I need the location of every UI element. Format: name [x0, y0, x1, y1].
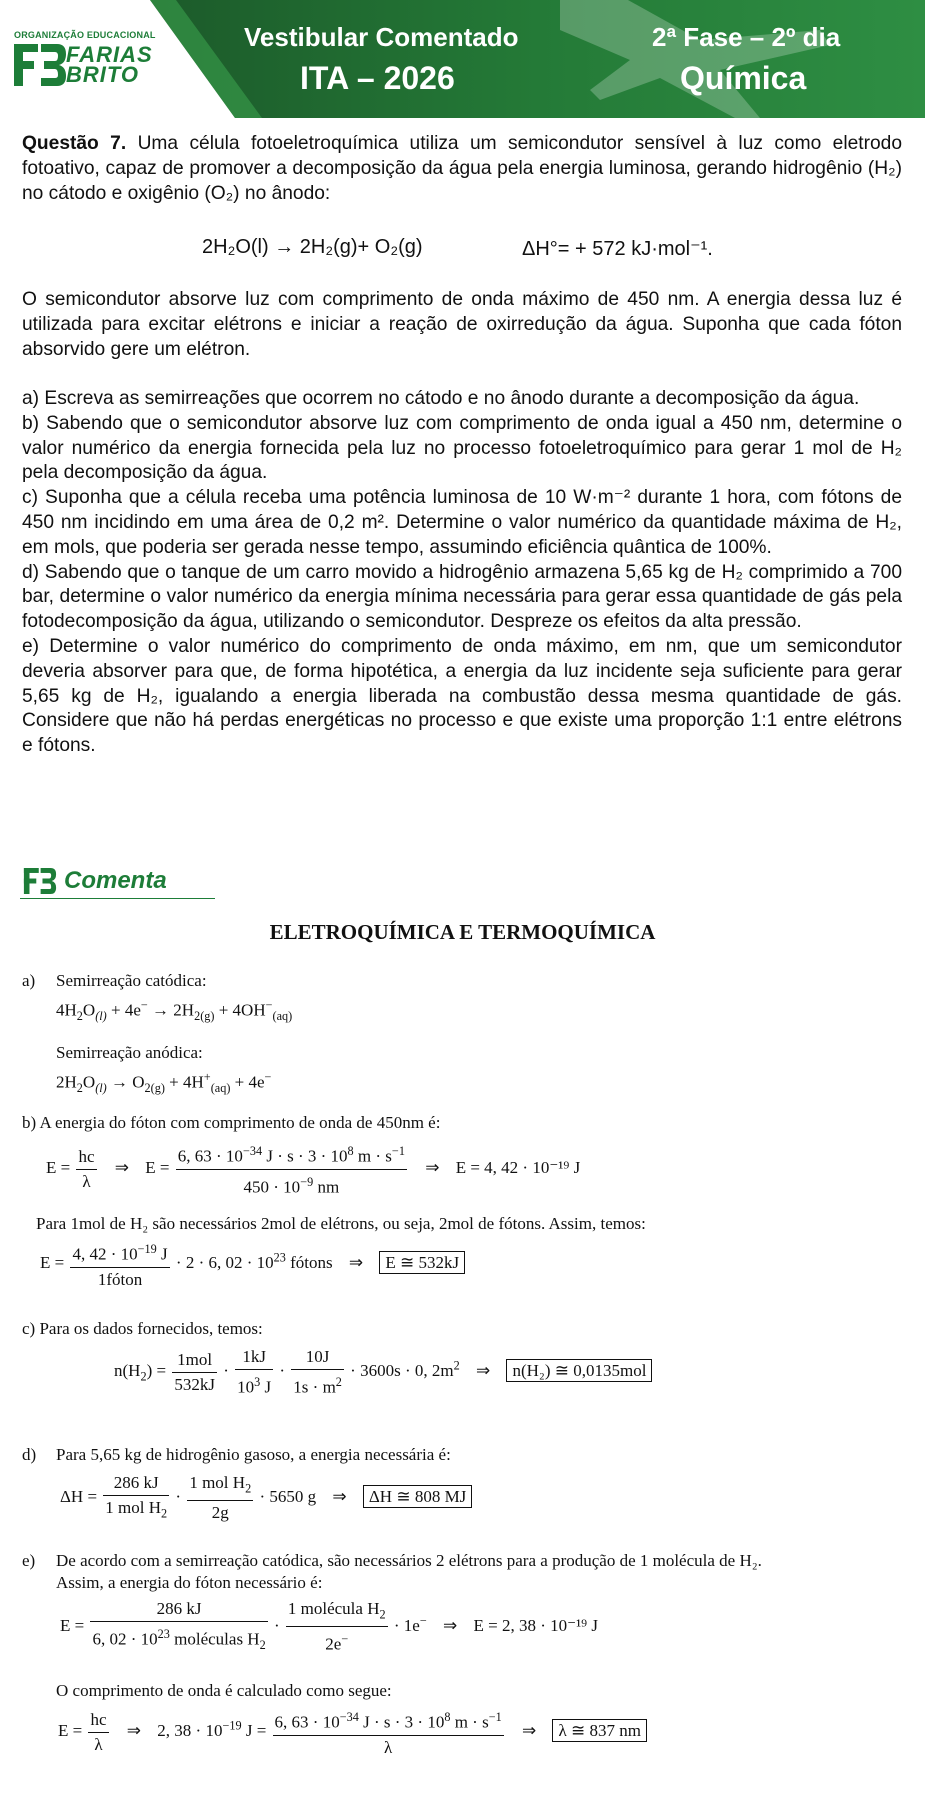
comenta-label: Comenta [64, 867, 167, 894]
header-phase: 2ª Fase – 2º dia [652, 22, 841, 52]
header-exam: ITA – 2026 [300, 60, 455, 96]
question-item-d: d) Sabendo que o tanque de um carro movido a hidrogênio armazena 5,65 kg de H₂ comprimido a 700 bar, determine o valor numérico da energia mínima necessária para gerar essa quantidade de gás pela fotodecomposição da água, utilizando o semicondutor. Despreze os efeitos da alta pressão. [22, 561, 902, 633]
brand-line2: BRITO [66, 62, 140, 87]
sol-b-eq2: E = $\frac{4, 42 \cdot 10^{-19} J}{\text{1fóton}}$ · 2 · 6, $02 \cdot 10^{23}$ fótons ⇒ E ≅ 532kJ [40, 1238, 465, 1291]
page-header [0, 0, 925, 118]
sol-b-eq1: E = $\frac{hc}{\lambda}$ ⇒ E = $\frac{6, 63 \cdot 10^{-34} J \cdot s \cdot 3 \cdot 10^8 m \cdot s^{-1}}{450 \cdot 10^{-9} nm}$ ⇒ E = 4, 42 · 10⁻¹⁹ J [46, 1140, 580, 1198]
sol-b-text: b) A energia do fóton com comprimento de onda de 450nm é: [22, 1113, 441, 1132]
question-item-b: b) Sabendo que o semicondutor absorve luz com comprimento de onda igual a 450 nm, determine o valor numérico da energia fornecida pela luz no processo fotoeletroquímico para gerar 1 mol de H₂ pela decomposição da água. [22, 412, 902, 484]
sol-e-eq2: E = $\frac{hc}{\lambda}$ ⇒ 2, $38 \cdot 10^{-19}$ J = $\frac{6, 63 \cdot 10^{-34} J \cdot s \cdot 3 \cdot 10^8 m \cdot s^{-1}}{\lambda}$ ⇒ λ ≅ 837 nm [58, 1706, 647, 1759]
comenta-banner [20, 866, 215, 899]
sol-e-text2: Assim, a energia do fóton necessário é: [56, 1573, 323, 1592]
sol-e-result: E = 2, 38 · 10⁻¹⁹ J [473, 1615, 598, 1635]
sol-b-result: E = 4, 42 · 10⁻¹⁹ J [455, 1158, 581, 1178]
question-para2-text: O semicondutor absorve luz com comprimento de onda máximo de 450 nm. A energia dessa luz é utilizada para excitar elétrons e iniciar a reação de oxirredução da água. Suponha que cada fóton absorvido gere um elétron. [22, 289, 902, 360]
question-intro-text: Uma célula fotoeletroquímica utiliza um semicondutor sensível à luz como eletrodo fotoativo, capaz de promover a decomposição da água pela energia luminosa, gerando hidrogênio (H₂) no cátodo e oxigênio (O₂) no ânodo: [22, 133, 902, 204]
reaction-equation: 2H₂O(l) → 2H₂(g)+ O₂(g) [202, 236, 423, 258]
sol-c-box: n(H₂) ≅ 0,0135mol [506, 1359, 652, 1382]
sol-b-text2: Para 1mol de H₂ são necessários 2mol de elétrons, ou seja, 2mol de fótons. Assim, temos: [36, 1214, 646, 1233]
org-label: ORGANIZAÇÃO EDUCACIONAL [14, 30, 156, 40]
question-items [22, 387, 902, 759]
question-label: Questão 7. [22, 133, 127, 154]
sol-e-text3: O comprimento de onda é calculado como segue: [56, 1681, 392, 1700]
sol-e-text1: De acordo com a semirreação catódica, são necessários 2 elétrons para a produção de 1 molécula de H₂. [56, 1551, 762, 1570]
sol-a-cat-eq: $4H_2O_{(l)} + 4e^- \to 2H_{2(g)} + 4OH^-_{(aq)}$ [56, 998, 293, 1024]
sol-c-eq: $n(H_2)$ = $\frac{\text{1mol}}{532kJ}$ · $\frac{1kJ}{10^3 J}$ · $\frac{10J}{1s \cdot m^2}$ · 3600s · 0, $2m^2$ ⇒ n(H₂) ≅ 0,0135mol [114, 1346, 652, 1399]
fb-small-logo-icon [20, 868, 60, 894]
sol-a-ano-eq: $2H_2O_{(l)} \to O_{2(g)} + 4H^+_{(aq)} + 4e^-$ [56, 1070, 272, 1096]
sol-e-box: λ ≅ 837 nm [552, 1719, 646, 1742]
sol-d-eq: ΔH = $\frac{286 kJ}{1 mol H_2}$ · $\frac{1 mol H_2}{2g}$ · 5650 g ⇒ ΔH ≅ 808 MJ [60, 1472, 472, 1524]
sol-c-text: c) Para os dados fornecidos, temos: [22, 1319, 263, 1338]
header-subject: Química [680, 60, 807, 96]
sol-a-cat-title: Semirreação catódica: [56, 971, 207, 990]
question-paragraph-2 [22, 288, 902, 362]
sol-b-box: E ≅ 532kJ [379, 1251, 465, 1274]
reaction-enthalpy: ΔH°= + 572 kJ·mol⁻¹. [522, 238, 713, 260]
sol-a-ano-title: Semirreação anódica: [56, 1043, 203, 1062]
sol-e-label: e) [22, 1551, 36, 1570]
question-item-c: c) Suponha que a célula receba uma potência luminosa de 10 W·m⁻² durante 1 hora, com fótons de 450 nm incidindo em uma área de 0,2 m². Determine o valor numérico da quantidade máxima de H₂, em mols, que poderia ser gerada nesse tempo, assumindo eficiência quântica de 100%. [22, 487, 902, 558]
sol-d-text: Para 5,65 kg de hidrogênio gasoso, a energia necessária é: [56, 1445, 451, 1464]
question-item-e: e) Determine o valor numérico do comprimento de onda máximo, em nm, que um semicondutor deveria absorver para que, de forma hipotética, a energia da luz incidente seja suficiente para gerar 5,65 kg de H₂, igualando a energia liberada na combustão dessa mesma quantidade de gás. Considere que não há perdas energéticas no processo e que existe uma proporção 1:1 entre elétrons e fótons. [22, 635, 902, 757]
sol-a-label: a) [22, 971, 36, 990]
question-item-a: a) Escreva as semirreações que ocorrem no cátodo e no ânodo durante a decomposição da água. [22, 388, 860, 409]
section-title: ELETROQUÍMICA E TERMOQUÍMICA [269, 920, 656, 944]
question-intro [22, 132, 902, 206]
header-title: Vestibular Comentado [244, 22, 519, 52]
fb-logo-icon [14, 44, 66, 86]
brand-line1: FARIAS [66, 42, 153, 67]
sol-d-label: d) [22, 1445, 37, 1464]
sol-d-box: ΔH ≅ 808 MJ [363, 1485, 472, 1508]
sol-e-eq1: E = $\frac{286 kJ}{6, 02 \cdot 10^{23} moléculas H_2}$ · $\frac{1 molécula H_2}{2e^-}$ · 1e− ⇒ E = 2, 38 · 10⁻¹⁹ J [60, 1599, 598, 1655]
